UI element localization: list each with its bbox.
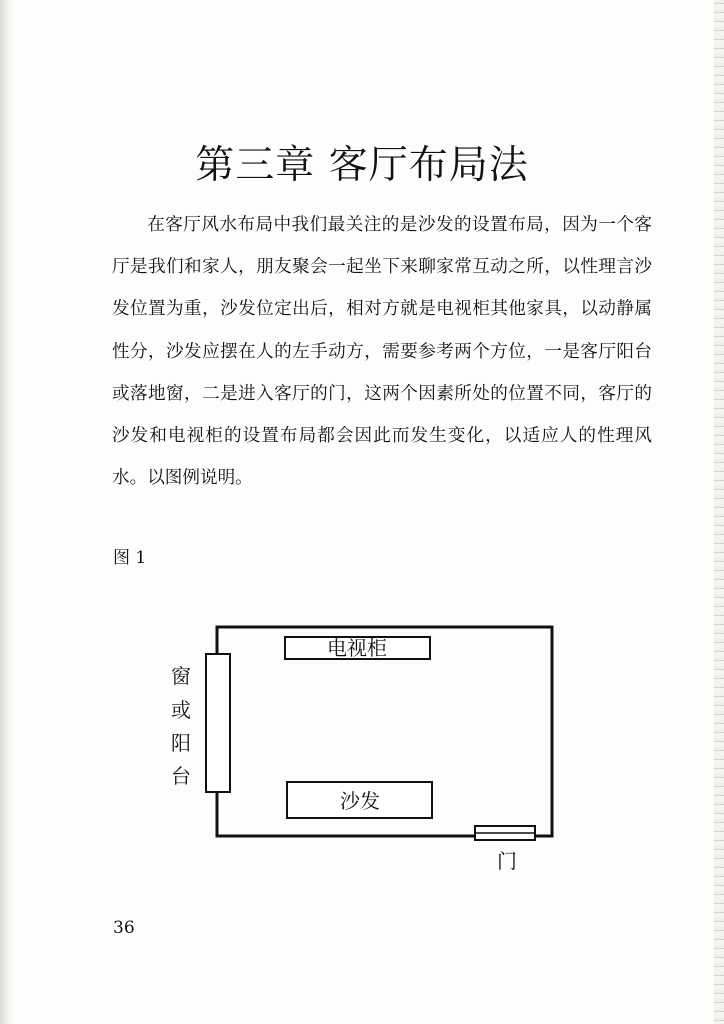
door-label: 门 [497, 849, 517, 873]
window-label-char: 或 [171, 698, 191, 722]
figure-label: 图 1 [113, 548, 147, 568]
body-paragraph: 在客厅风水布局中我们最关注的是沙发的设置布局，因为一个客厅是我们和家人，朋友聚会一起坐下来聊家常互动之所，以性理言沙发位置为重，沙发位定出后，相对方就是电视柜其他家具，以动静属性分，沙发应摆在人的左手动方，需要参考两个方位，一是客厅阳台或落地窗，二是进入客厅的门，这两个因素所处的位置不同，客厅的沙发和电视柜的设置布局都会因此而发生变化，以适应人的性理风水。以图例说明。 [112, 215, 652, 489]
window-label-char: 台 [171, 764, 191, 788]
window-label-char: 阳 [171, 731, 191, 755]
window-balcony-box [206, 654, 230, 792]
chapter-title: 第三章 客厅布局法 [195, 143, 529, 189]
tv-cabinet-label: 电视柜 [327, 636, 387, 660]
window-label-char: 窗 [171, 664, 191, 688]
page-number: 36 [113, 918, 135, 938]
floor-plan-diagram [170, 616, 570, 886]
sofa-label: 沙发 [340, 789, 380, 813]
